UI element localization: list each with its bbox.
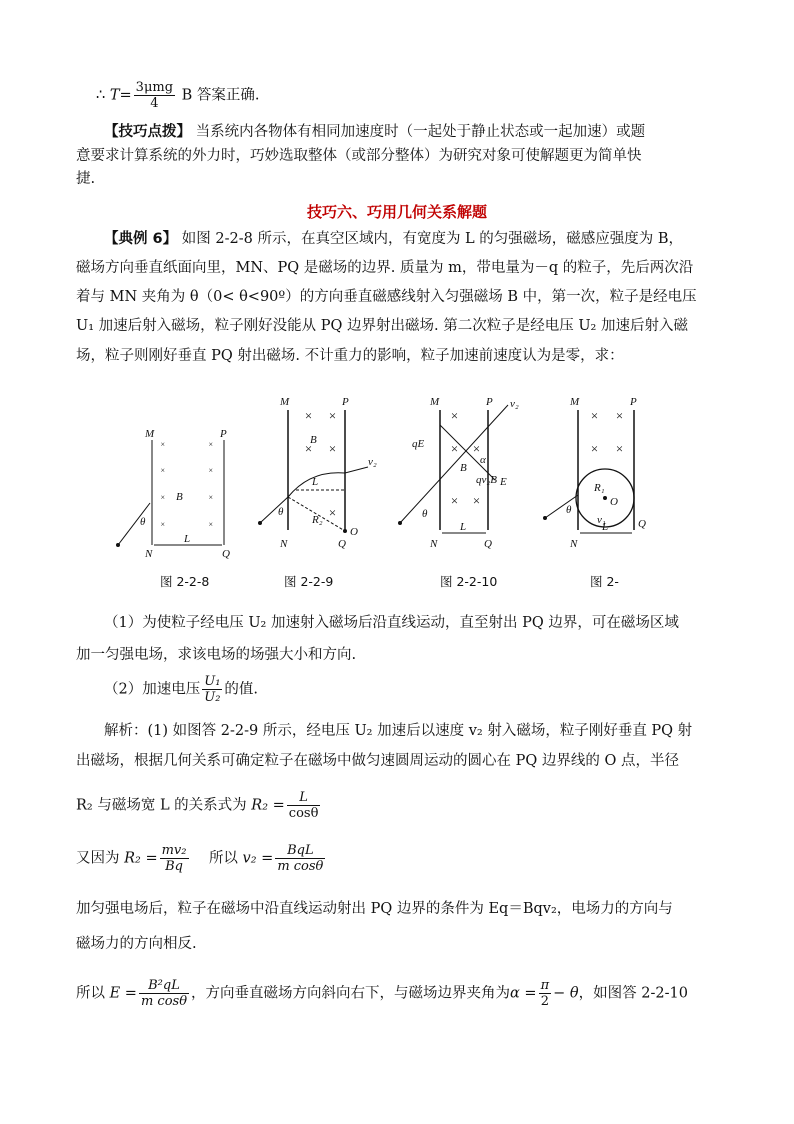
svg-text:×: ×: [160, 440, 166, 449]
figure-2-2-8: [116, 428, 230, 560]
svg-text:θ: θ: [566, 504, 572, 516]
svg-text:θ: θ: [278, 506, 284, 518]
solution-line-6: 磁场力的方向相反.: [76, 936, 197, 952]
svg-text:E: E: [500, 476, 507, 488]
svg-text:L: L: [460, 521, 467, 533]
caption-2-2-8: 图 2-2-8: [160, 574, 210, 589]
example-line-5: 场，粒子则刚好垂直 PQ 射出磁场. 不计重力的影响，粒子加速前速度认为是零，求：: [76, 348, 624, 364]
tension-fraction: $\frac{\text{3μmg}}{4}$: [135, 80, 174, 111]
svg-text:×: ×: [208, 466, 214, 475]
figure-2-2-10: [398, 396, 519, 550]
svg-text:×: ×: [328, 441, 337, 456]
svg-text:×: ×: [160, 493, 166, 502]
alpha-fraction: $\frac{\pi}{2}$: [540, 978, 550, 1009]
question-2-line: （2）加速电压 $\frac{\text{U₁}}{\text{U₂}}$ 的值.: [104, 674, 259, 705]
svg-text:Q: Q: [338, 538, 346, 550]
tip-line-1: [104, 121, 645, 143]
svg-text:R₁: R₁: [594, 482, 605, 494]
solution-line-3: R₂ 与磁场宽 L 的关系式为 R₂ = $\frac{L}{\cos\theta}$: [76, 790, 319, 821]
therefore-symbol: ∴: [96, 87, 106, 104]
caption-2-2-10: 图 2-2-10: [440, 574, 498, 589]
svg-text:L: L: [312, 476, 319, 488]
svg-text:×: ×: [450, 441, 459, 456]
svg-text:P: P: [220, 428, 227, 440]
svg-text:×: ×: [160, 520, 166, 529]
svg-text:×: ×: [450, 408, 459, 423]
svg-text:qE: qE: [412, 438, 425, 450]
tip-text-1: 当系统内各物体有相同加速度时（一起处于静止状态或一起加速）或题: [195, 124, 646, 140]
example-line-2: 磁场方向垂直纸面向里，MN、PQ 是磁场的边界. 质量为 m，带电量为－q 的粒子，先后两次沿: [76, 260, 694, 276]
svg-text:θ: θ: [422, 508, 428, 520]
svg-text:×: ×: [615, 441, 624, 456]
solution-line-2: 出磁场，根据几何关系可确定粒子在磁场中做匀速圆周运动的圆心在 PQ 边界线的 O 点，半径: [76, 753, 679, 769]
svg-text:×: ×: [615, 408, 624, 423]
svg-text:P: P: [630, 396, 637, 408]
example-line-3: 着与 MN 夹角为 θ（0< θ<90º）的方向垂直磁感线射入匀强磁场 B 中，第一次，粒子是经电压: [76, 289, 697, 305]
section-heading: 技巧六、巧用几何关系解题: [306, 203, 487, 221]
tip-label: 【技巧点拨】: [104, 124, 191, 140]
svg-text:B: B: [310, 434, 317, 446]
svg-text:×: ×: [590, 441, 599, 456]
svg-text:×: ×: [208, 493, 214, 502]
example-label: 【典例 6】: [104, 231, 178, 247]
svg-text:×: ×: [208, 440, 214, 449]
svg-text:M: M: [430, 396, 440, 408]
svg-text:R₂: R₂: [312, 514, 323, 526]
svg-text:×: ×: [328, 505, 337, 520]
tip-line-2: 意要求计算系统的外力时，巧妙选取整体（或部分整体）为研究对象可使解题更为简单快: [76, 148, 642, 164]
caption-2-2-9: 图 2-2-9: [284, 574, 334, 589]
tension-label: T=: [109, 87, 132, 104]
figure-2-2-9: [258, 396, 377, 550]
example-line-1: [104, 228, 683, 250]
svg-text:α: α: [480, 454, 486, 466]
figure-2-circle: [543, 396, 646, 550]
svg-text:×: ×: [590, 408, 599, 423]
voltage-ratio: $\frac{\text{U₁}}{\text{U₂}}$: [204, 674, 221, 705]
svg-text:qv₂B: qv₂B: [476, 474, 497, 486]
svg-text:N: N: [430, 538, 438, 550]
solution-line-1: 解析：(1) 如图答 2-2-9 所示，经电压 U₂ 加速后以速度 v₂ 射入磁场，粒子刚好垂直 PQ 射: [104, 723, 693, 739]
svg-text:×: ×: [304, 441, 313, 456]
solution-line-7: 所以 E = $\frac{\text{B²qL}}{\text{m cosθ}}$ ，方向垂直磁场方向斜向右下，与磁场边界夹角为α = $\frac{\pi}{2}$ − θ，如图答 2-2-10: [76, 978, 688, 1009]
r2-fraction: $\frac{L}{\cos\theta}$: [288, 790, 319, 821]
tension-answer-line: [96, 80, 260, 111]
question-1-line-2: 加一匀强电场，求该电场的场强大小和方向.: [76, 647, 357, 663]
r2-mv-fraction: $\frac{\text{mv₂}}{Bq}$: [161, 843, 187, 874]
svg-text:N: N: [145, 548, 153, 560]
svg-text:v₂: v₂: [510, 398, 519, 410]
v2-fraction: $\frac{\text{BqL}}{\text{m cosθ}}$: [277, 843, 324, 874]
figure-strip: [100, 385, 700, 565]
svg-text:P: P: [486, 396, 493, 408]
svg-text:B: B: [176, 491, 183, 503]
svg-text:B: B: [460, 462, 467, 474]
svg-text:v₁: v₁: [597, 514, 606, 526]
svg-text:L: L: [602, 521, 609, 533]
caption-2-circle: 图 2-: [590, 574, 619, 589]
svg-text:N: N: [280, 538, 288, 550]
tip-line-3: 捷.: [76, 171, 96, 187]
svg-text:×: ×: [328, 408, 337, 423]
question-1-line-1: （1）为使粒子经电压 U₂ 加速射入磁场后沿直线运动，直至射出 PQ 边界，可在磁场区域: [104, 615, 679, 631]
solution-line-4: 又因为 R₂ = $\frac{\text{mv₂}}{Bq}$ 所以 v₂ = $\frac{\text{BqL}}{\text{m cosθ}}$: [76, 843, 324, 874]
svg-text:O: O: [350, 526, 358, 538]
svg-text:M: M: [280, 396, 290, 408]
answer-text: B 答案正确.: [181, 87, 260, 104]
svg-text:θ: θ: [140, 516, 146, 528]
svg-text:Q: Q: [484, 538, 492, 550]
svg-text:O: O: [610, 496, 618, 508]
svg-text:Q: Q: [638, 518, 646, 530]
svg-text:×: ×: [450, 493, 459, 508]
svg-text:M: M: [570, 396, 580, 408]
svg-text:×: ×: [304, 408, 313, 423]
svg-text:M: M: [145, 428, 155, 440]
svg-text:P: P: [342, 396, 349, 408]
example-line-4: U₁ 加速后射入磁场，粒子刚好没能从 PQ 边界射出磁场. 第二次粒子是经电压 U₂ 加速后射入磁: [76, 318, 688, 334]
svg-text:×: ×: [472, 493, 481, 508]
e-fraction: $\frac{\text{B²qL}}{\text{m cosθ}}$: [140, 978, 188, 1009]
example-text-1: 如图 2-2-8 所示，在真空区域内，有宽度为 L 的匀强磁场，磁感应强度为 B，: [181, 231, 684, 247]
solution-line-5: 加匀强电场后，粒子在磁场中沿直线运动射出 PQ 边界的条件为 Eq＝Bqv₂，电场力的方向与: [76, 901, 673, 917]
svg-text:N: N: [570, 538, 578, 550]
svg-text:×: ×: [160, 466, 166, 475]
svg-text:v₂: v₂: [368, 456, 377, 468]
svg-text:×: ×: [208, 520, 214, 529]
svg-text:L: L: [184, 533, 191, 545]
svg-text:Q: Q: [222, 548, 230, 560]
svg-text:×: ×: [472, 441, 481, 456]
